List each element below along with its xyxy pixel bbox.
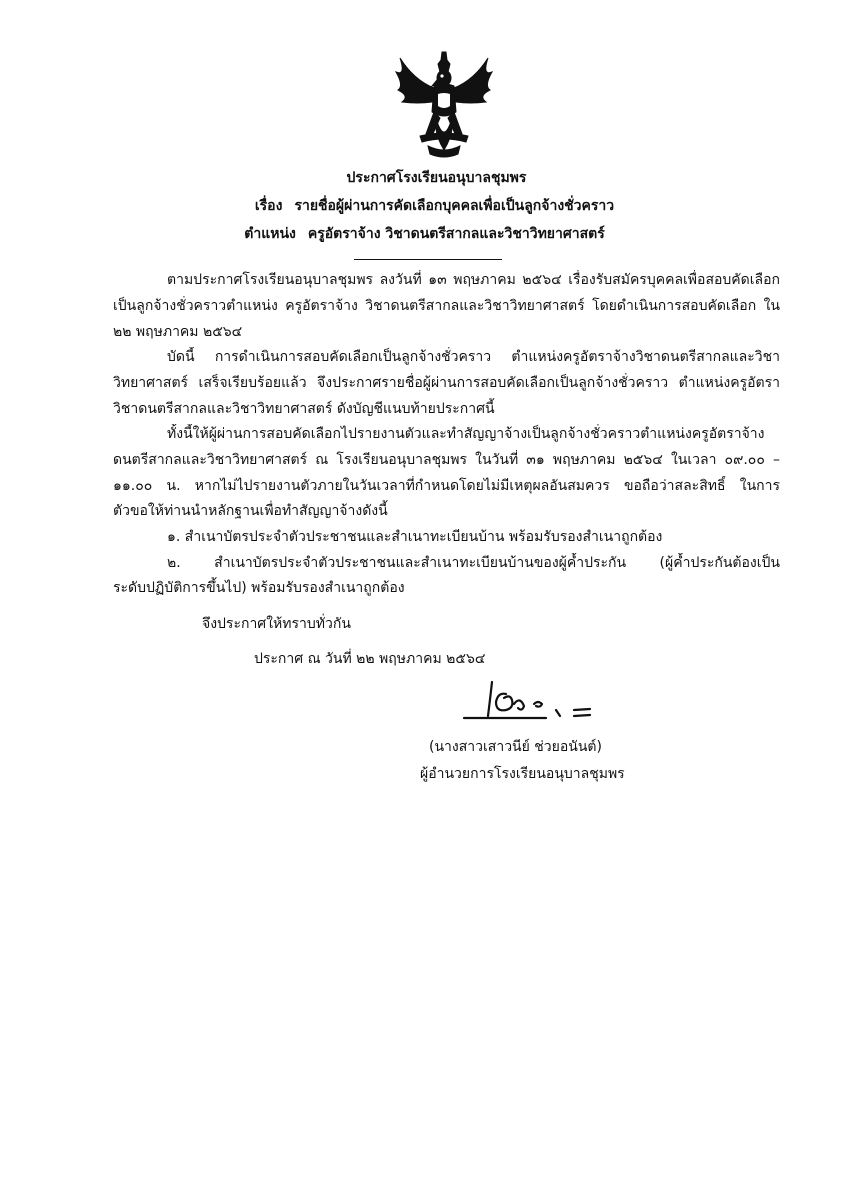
announcement-subject xyxy=(10,196,849,216)
announcement-title: ประกาศโรงเรียนอนุบาลชุมพร xyxy=(346,170,527,186)
closing-statement: จึงประกาศให้ทราบทั่วกัน xyxy=(202,616,351,632)
paragraph-2-line-1: บัดนี้ การดำเนินการสอบคัดเลือกเป็นลูกจ้างชั่วคราว ตำแหน่งครูอัตราจ้างวิชาดนตรีสากลและวิชา xyxy=(167,349,780,365)
signatory-name: (นางสาวเสาวนีย์ ช่วยอนันต์) xyxy=(429,739,602,755)
paragraph-3-line-4: ตัวขอให้ท่านนำหลักฐานเพื่อทำสัญญาจ้างดังนี้ xyxy=(113,503,388,519)
paragraph-1-line-3: ๒๒ พฤษภาคม ๒๕๖๔ xyxy=(113,324,243,340)
paragraph-3-line-2: ดนตรีสากลและวิชาวิทยาศาสตร์ ณ โรงเรียนอนุบาลชุมพร ในวันที่ ๓๑ พฤษภาคม ๒๕๖๔ ในเวลา ๐๙.๐๐ – xyxy=(113,452,780,468)
garuda-emblem-icon xyxy=(392,50,496,162)
paragraph-2-line-2: วิทยาศาสตร์ เสร็จเรียบร้อยแล้ว จึงประกาศรายชื่อผู้ผ่านการสอบคัดเลือกเป็นลูกจ้างชั่วคราว ตำแหน่งครูอัตรา xyxy=(113,375,780,391)
position-text: ครูอัตราจ้าง วิชาดนตรีสากลและวิชาวิทยาศาสตร์ xyxy=(307,226,605,242)
paragraph-3-line-1: ทั้งนี้ให้ผู้ผ่านการสอบคัดเลือกไปรายงานตัวและทำสัญญาจ้างเป็นลูกจ้างชั่วคราวตำแหน่งครูอัตราจ้าง xyxy=(167,426,765,442)
subject-label: เรื่อง xyxy=(254,198,283,214)
document-item-2-line-2: ระดับปฏิบัติการขึ้นไป) พร้อมรับรองสำเนาถูกต้อง xyxy=(113,580,405,596)
position-label: ตำแหน่ง xyxy=(244,226,296,242)
paragraph-1-line-1: ตามประกาศโรงเรียนอนุบาลชุมพร ลงวันที่ ๑๓ พฤษภาคม ๒๕๖๔ เรื่องรับสมัครบุคคลเพื่อสอบคัดเลือก xyxy=(167,272,780,288)
heading-divider xyxy=(354,259,502,260)
paragraph-1-line-2: เป็นลูกจ้างชั่วคราวตำแหน่ง ครูอัตราจ้าง วิชาดนตรีสากลและวิชาวิทยาศาสตร์ โดยดำเนินการสอบคัดเลือก ใน xyxy=(113,298,780,314)
paragraph-3-line-3: ๑๑.๐๐ น. หากไม่ไปรายงานตัวภายในวันเวลาที่กำหนดโดยไม่มีเหตุผลอันสมควร ขอถือว่าสละสิทธิ์ ในการ xyxy=(113,478,780,494)
document-item-1: ๑. สำเนาบัตรประจำตัวประชาชนและสำเนาทะเบียนบ้าน พร้อมรับรองสำเนาถูกต้อง xyxy=(167,529,663,545)
signatory-position: ผู้อำนวยการโรงเรียนอนุบาลชุมพร xyxy=(420,766,625,782)
paragraph-2-line-3: วิชาดนตรีสากลและวิชาวิทยาศาสตร์ ดังบัญชีแนบท้ายประกาศนี้ xyxy=(113,401,495,417)
handwritten-signature xyxy=(462,676,612,724)
subject-text: รายชื่อผู้ผ่านการคัดเลือกบุคคลเพื่อเป็นลูกจ้างชั่วคราว xyxy=(294,198,615,214)
announcement-position xyxy=(0,224,849,244)
document-item-2-line-1: ๒. สำเนาบัตรประจำตัวประชาชนและสำเนาทะเบียนบ้านของผู้ค้ำประกัน (ผู้ค้ำประกันต้องเป็น xyxy=(167,555,780,571)
announcement-date: ประกาศ ณ วันที่ ๒๒ พฤษภาคม ๒๕๖๔ xyxy=(254,651,486,667)
